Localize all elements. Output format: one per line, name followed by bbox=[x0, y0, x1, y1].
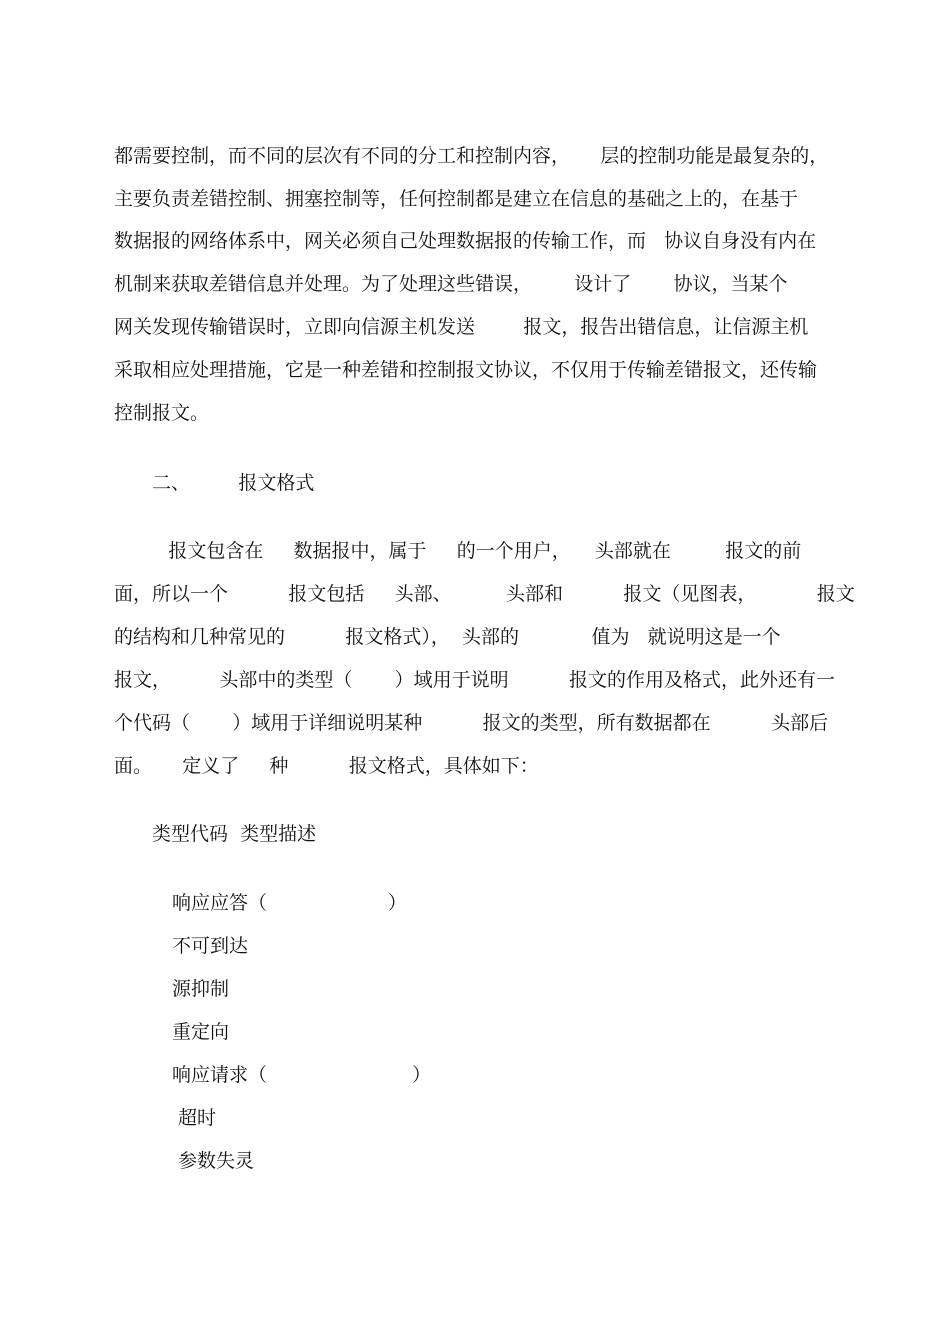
paragraph2-line-2: 面，所以一个 报文包括 头部、 头部和 报文（见图表， 报文 bbox=[114, 583, 855, 605]
table-header: 类型代码 类型描述 bbox=[152, 823, 317, 845]
paragraph2-line-4: 报文， 头部中的类型（ ）域用于说明 报文的作用及格式，此外还有一 bbox=[114, 669, 835, 691]
paragraph1-line-1: 都需要控制，而不同的层次有不同的分工和控制内容， 层的控制功能是最复杂的， bbox=[114, 145, 829, 167]
paragraph1-line-3: 数据报的网络体系中，网关必须自己处理数据报的传输工作，而 协议自身没有内在 bbox=[114, 230, 817, 252]
paragraph2-line-1: 报文包含在 数据报中，属于 的一个用户， 头部就在 报文的前 bbox=[114, 540, 802, 562]
paragraph2-line-6: 面。 定义了 种 报文格式，具体如下： bbox=[114, 755, 539, 777]
type-item: 参数失灵 bbox=[172, 1150, 255, 1172]
paragraph1-line-5: 网关发现传输错误时，立即向信源主机发送 报文，报告出错信息，让信源主机 bbox=[114, 316, 809, 338]
section-heading: 二、 报文格式 bbox=[152, 472, 315, 494]
paragraph1-line-2: 主要负责差错控制、拥塞控制等，任何控制都是建立在信息的基础之上的，在基于 bbox=[114, 188, 799, 210]
paragraph2-line-5: 个代码（ ）域用于详细说明某种 报文的类型，所有数据都在 头部后 bbox=[114, 712, 829, 734]
paragraph1-line-4: 机制来获取差错信息并处理。为了处理这些错误， 设计了 协议，当某个 bbox=[114, 273, 788, 295]
type-item: 不可到达 bbox=[172, 935, 249, 957]
type-item: 重定向 bbox=[172, 1021, 230, 1043]
type-item: 响应请求（ ） bbox=[172, 1064, 431, 1086]
paragraph1-line-7: 控制报文。 bbox=[114, 402, 210, 424]
type-item: 响应应答（ ） bbox=[172, 892, 407, 914]
type-item: 超时 bbox=[172, 1107, 217, 1129]
paragraph2-line-3: 的结构和几种常见的 报文格式）， 头部的 值为 就说明这是一个 bbox=[114, 626, 781, 648]
type-item: 源抑制 bbox=[172, 978, 230, 1000]
paragraph1-line-6: 采取相应处理措施，它是一种差错和控制报文协议，不仅用于传输差错报文，还传输 bbox=[114, 359, 818, 381]
